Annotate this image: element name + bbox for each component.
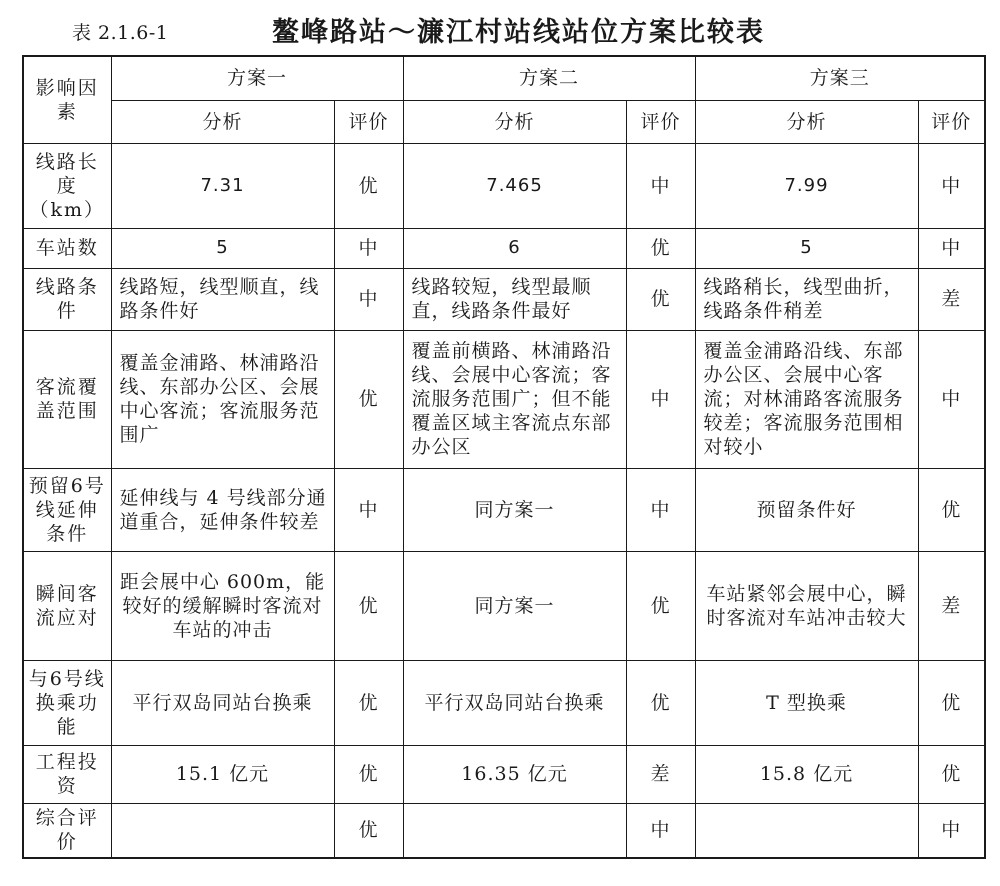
table-row bbox=[23, 143, 985, 228]
rating-cell: 优 bbox=[626, 551, 695, 660]
analysis-cell: 同方案一 bbox=[403, 468, 626, 551]
analysis-cell: T 型换乘 bbox=[695, 660, 918, 745]
rating-cell: 优 bbox=[918, 660, 985, 745]
analysis-cell: 16.35 亿元 bbox=[403, 745, 626, 803]
header-analysis-1: 分析 bbox=[111, 100, 334, 143]
rating-cell: 优 bbox=[918, 468, 985, 551]
table-row bbox=[23, 551, 985, 660]
row-factor: 与6号线换乘功能 bbox=[23, 660, 111, 745]
analysis-cell: 6 bbox=[403, 228, 626, 268]
analysis-cell: 延伸线与 4 号线部分通道重合，延伸条件较差 bbox=[111, 468, 334, 551]
rating-cell: 优 bbox=[334, 143, 403, 228]
row-factor: 线路长度（km） bbox=[23, 143, 111, 228]
analysis-cell: 7.31 bbox=[111, 143, 334, 228]
analysis-cell: 5 bbox=[111, 228, 334, 268]
rating-cell: 差 bbox=[626, 745, 695, 803]
rating-cell: 差 bbox=[918, 268, 985, 330]
rating-cell: 优 bbox=[334, 330, 403, 468]
table-row bbox=[23, 330, 985, 468]
header-analysis-2: 分析 bbox=[403, 100, 626, 143]
rating-cell: 中 bbox=[918, 228, 985, 268]
rating-cell: 优 bbox=[334, 660, 403, 745]
table-row bbox=[23, 803, 985, 858]
header-rating-3: 评价 bbox=[918, 100, 985, 143]
analysis-cell: 预留条件好 bbox=[695, 468, 918, 551]
row-factor: 车站数 bbox=[23, 228, 111, 268]
comparison-table bbox=[22, 55, 986, 859]
rating-cell: 优 bbox=[334, 803, 403, 858]
analysis-cell: 7.465 bbox=[403, 143, 626, 228]
header-option-3: 方案三 bbox=[695, 56, 985, 100]
rating-cell: 优 bbox=[334, 551, 403, 660]
analysis-cell bbox=[111, 803, 334, 858]
row-factor: 综合评价 bbox=[23, 803, 111, 858]
analysis-cell: 线路稍长，线型曲折，线路条件稍差 bbox=[695, 268, 918, 330]
rating-cell: 中 bbox=[918, 330, 985, 468]
table-row bbox=[23, 228, 985, 268]
rating-cell: 中 bbox=[626, 468, 695, 551]
rating-cell: 差 bbox=[918, 551, 985, 660]
table-title: 鳌峰路站～濂江村站线站位方案比较表 bbox=[272, 17, 765, 48]
header-option-2: 方案二 bbox=[403, 56, 695, 100]
header-rating-1: 评价 bbox=[334, 100, 403, 143]
rating-cell: 中 bbox=[626, 143, 695, 228]
rating-cell: 中 bbox=[626, 803, 695, 858]
header-rating-2: 评价 bbox=[626, 100, 695, 143]
rating-cell: 中 bbox=[334, 228, 403, 268]
header-row-sub bbox=[23, 100, 985, 143]
analysis-cell: 15.1 亿元 bbox=[111, 745, 334, 803]
table-row bbox=[23, 660, 985, 745]
analysis-cell: 线路短，线型顺直，线路条件好 bbox=[111, 268, 334, 330]
analysis-cell: 覆盖金浦路沿线、东部办公区、会展中心客流；对林浦路客流服务较差；客流服务范围相对较小 bbox=[695, 330, 918, 468]
row-factor: 工程投资 bbox=[23, 745, 111, 803]
row-factor: 线路条件 bbox=[23, 268, 111, 330]
header-option-1: 方案一 bbox=[111, 56, 403, 100]
table-number: 表 2.1.6-1 bbox=[72, 22, 169, 44]
analysis-cell: 覆盖前横路、林浦路沿线、会展中心客流；客流服务范围广；但不能覆盖区域主客流点东部办公区 bbox=[403, 330, 626, 468]
rating-cell: 优 bbox=[918, 745, 985, 803]
table-row bbox=[23, 745, 985, 803]
analysis-cell: 同方案一 bbox=[403, 551, 626, 660]
analysis-cell: 车站紧邻会展中心，瞬时客流对车站冲击较大 bbox=[695, 551, 918, 660]
table-row bbox=[23, 468, 985, 551]
table-row bbox=[23, 268, 985, 330]
analysis-cell bbox=[695, 803, 918, 858]
rating-cell: 优 bbox=[626, 268, 695, 330]
rating-cell: 优 bbox=[626, 228, 695, 268]
rating-cell: 中 bbox=[918, 143, 985, 228]
analysis-cell: 15.8 亿元 bbox=[695, 745, 918, 803]
analysis-cell: 距会展中心 600m，能较好的缓解瞬时客流对车站的冲击 bbox=[111, 551, 334, 660]
analysis-cell: 5 bbox=[695, 228, 918, 268]
analysis-cell: 7.99 bbox=[695, 143, 918, 228]
analysis-cell: 平行双岛同站台换乘 bbox=[403, 660, 626, 745]
analysis-cell bbox=[403, 803, 626, 858]
rating-cell: 中 bbox=[626, 330, 695, 468]
analysis-cell: 覆盖金浦路、林浦路沿线、东部办公区、会展中心客流；客流服务范围广 bbox=[111, 330, 334, 468]
analysis-cell: 平行双岛同站台换乘 bbox=[111, 660, 334, 745]
analysis-cell: 线路较短，线型最顺直，线路条件最好 bbox=[403, 268, 626, 330]
rating-cell: 优 bbox=[334, 745, 403, 803]
rating-cell: 中 bbox=[334, 468, 403, 551]
rating-cell: 中 bbox=[334, 268, 403, 330]
rating-cell: 优 bbox=[626, 660, 695, 745]
header-analysis-3: 分析 bbox=[695, 100, 918, 143]
rating-cell: 中 bbox=[918, 803, 985, 858]
row-factor: 预留6号线延伸条件 bbox=[23, 468, 111, 551]
row-factor: 瞬间客流应对 bbox=[23, 551, 111, 660]
header-row-options bbox=[23, 56, 985, 100]
row-factor: 客流覆盖范围 bbox=[23, 330, 111, 468]
header-factor: 影响因素 bbox=[23, 56, 111, 143]
